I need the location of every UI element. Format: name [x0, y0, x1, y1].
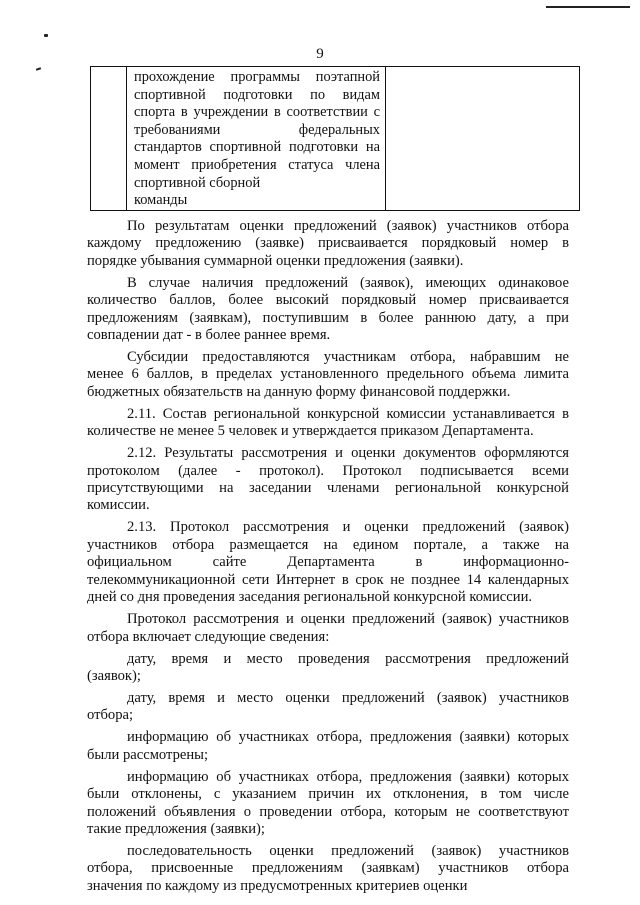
scan-artifact-dot [36, 67, 41, 71]
paragraph [87, 445, 569, 515]
text-line: дней со дня проведения заседания региональной конкурсной комиссии. [87, 589, 533, 606]
scan-artifact-dot [44, 34, 48, 37]
table-cell-line: спортивной подготовки по видам [134, 86, 380, 103]
text-line: каждому предложению (заявке) присваивается порядковый номер в [87, 235, 569, 252]
table-cell-score [386, 67, 580, 211]
text-line: участников отбора размещается на едином портале, а также на [87, 536, 569, 553]
table-cell-line: момент приобретения статуса члена [134, 156, 380, 173]
text-line: отбора, присвоенные предложениям (заявкам) участников отбора [87, 860, 569, 877]
paragraph [87, 729, 569, 764]
paragraph [87, 690, 569, 725]
text-line: протоколом (далее - протокол). Протокол подписывается всеми [87, 462, 569, 479]
text-line: такие предложения (заявки); [87, 820, 265, 837]
criterion-text [127, 67, 385, 210]
table-cell-number [91, 67, 127, 211]
text-line: дату, время и место проведения рассмотрения предложений [127, 650, 569, 667]
table-cell-line: команды [134, 192, 188, 209]
table-cell-line: стандартов спортивной подготовки на [134, 139, 380, 156]
table-row [91, 67, 580, 211]
criteria-table-fragment [90, 66, 580, 211]
text-line: были отклонены, с указанием причин их отклонения, в том числе [87, 786, 569, 803]
text-line: количестве не менее 5 человек и утверждается приказом Департамента. [87, 423, 534, 440]
text-line: положений объявления о проведении отбора, которым не соответствуют [87, 803, 569, 820]
text-line: присутствующими на заседании членами региональной конкурсной [87, 480, 569, 497]
table-cell-line: спорта в учреждении в соответствии с [134, 104, 380, 121]
text-line: менее 6 баллов, в пределах установленного предельного объема лимита [87, 366, 569, 383]
text-line: дату, время и место оценки предложений (заявок) участников [127, 689, 569, 706]
paragraph [87, 406, 569, 441]
text-line: (заявок); [87, 667, 141, 684]
table-cell-line: прохождение программы поэтапной [134, 69, 380, 85]
paragraph [87, 611, 569, 646]
paragraph [87, 519, 569, 606]
text-line: В случае наличия предложений (заявок), имеющих одинаковое [127, 274, 569, 291]
text-line: официальном сайте Департамента в информационно- [87, 554, 569, 571]
text-line: порядке убывания суммарной оценки предложения (заявки). [87, 252, 464, 269]
page-number: 9 [316, 46, 324, 62]
table-cell-criterion [127, 67, 386, 211]
text-line: 2.13. Протокол рассмотрения и оценки предложений (заявок) [127, 519, 569, 536]
text-line: последовательность оценки предложений (заявок) участников [127, 842, 569, 859]
paragraph [87, 843, 569, 895]
table-cell-line: спортивной сборной [134, 174, 261, 191]
text-line: количество баллов, более высокий порядковый номер присваивается [87, 292, 569, 309]
text-line: информацию об участниках отбора, предложения (заявки) которых [127, 768, 569, 785]
text-line: информацию об участниках отбора, предложения (заявки) которых [127, 729, 569, 746]
table-cell-line: требованиями федеральных [134, 121, 380, 138]
text-line: отбора включает следующие сведения: [87, 628, 330, 645]
paragraph [87, 769, 569, 839]
paragraph [87, 218, 569, 270]
text-line: значения по каждому из предусмотренных критериев оценки [87, 877, 468, 894]
text-line: комиссии. [87, 497, 150, 514]
text-line: 2.11. Состав региональной конкурсной комиссии устанавливается в [127, 405, 569, 422]
paragraph [87, 349, 569, 401]
text-line: бюджетных обязательств на данную форму финансовой поддержки. [87, 383, 511, 400]
text-line: телекоммуникационной сети Интернет в срок не позднее 14 календарных [87, 571, 569, 588]
paragraph [87, 275, 569, 345]
document-body [87, 218, 569, 900]
text-line: были рассмотрены; [87, 746, 209, 763]
text-line: Протокол рассмотрения и оценки предложений (заявок) участников [127, 611, 569, 628]
text-line: совпадении дат - в более раннее время. [87, 327, 331, 344]
text-line: По результатам оценки предложений (заявок) участников отбора [127, 218, 569, 234]
text-line: 2.12. Результаты рассмотрения и оценки документов оформляются [127, 445, 569, 462]
text-line: отбора; [87, 707, 134, 724]
text-line: предложениям (заявкам), поступившим в более раннюю дату, а при [87, 309, 569, 326]
scan-artifact-line [546, 6, 630, 8]
paragraph [87, 651, 569, 686]
text-line: Субсидии предоставляются участникам отбора, набравшим не [127, 349, 569, 366]
